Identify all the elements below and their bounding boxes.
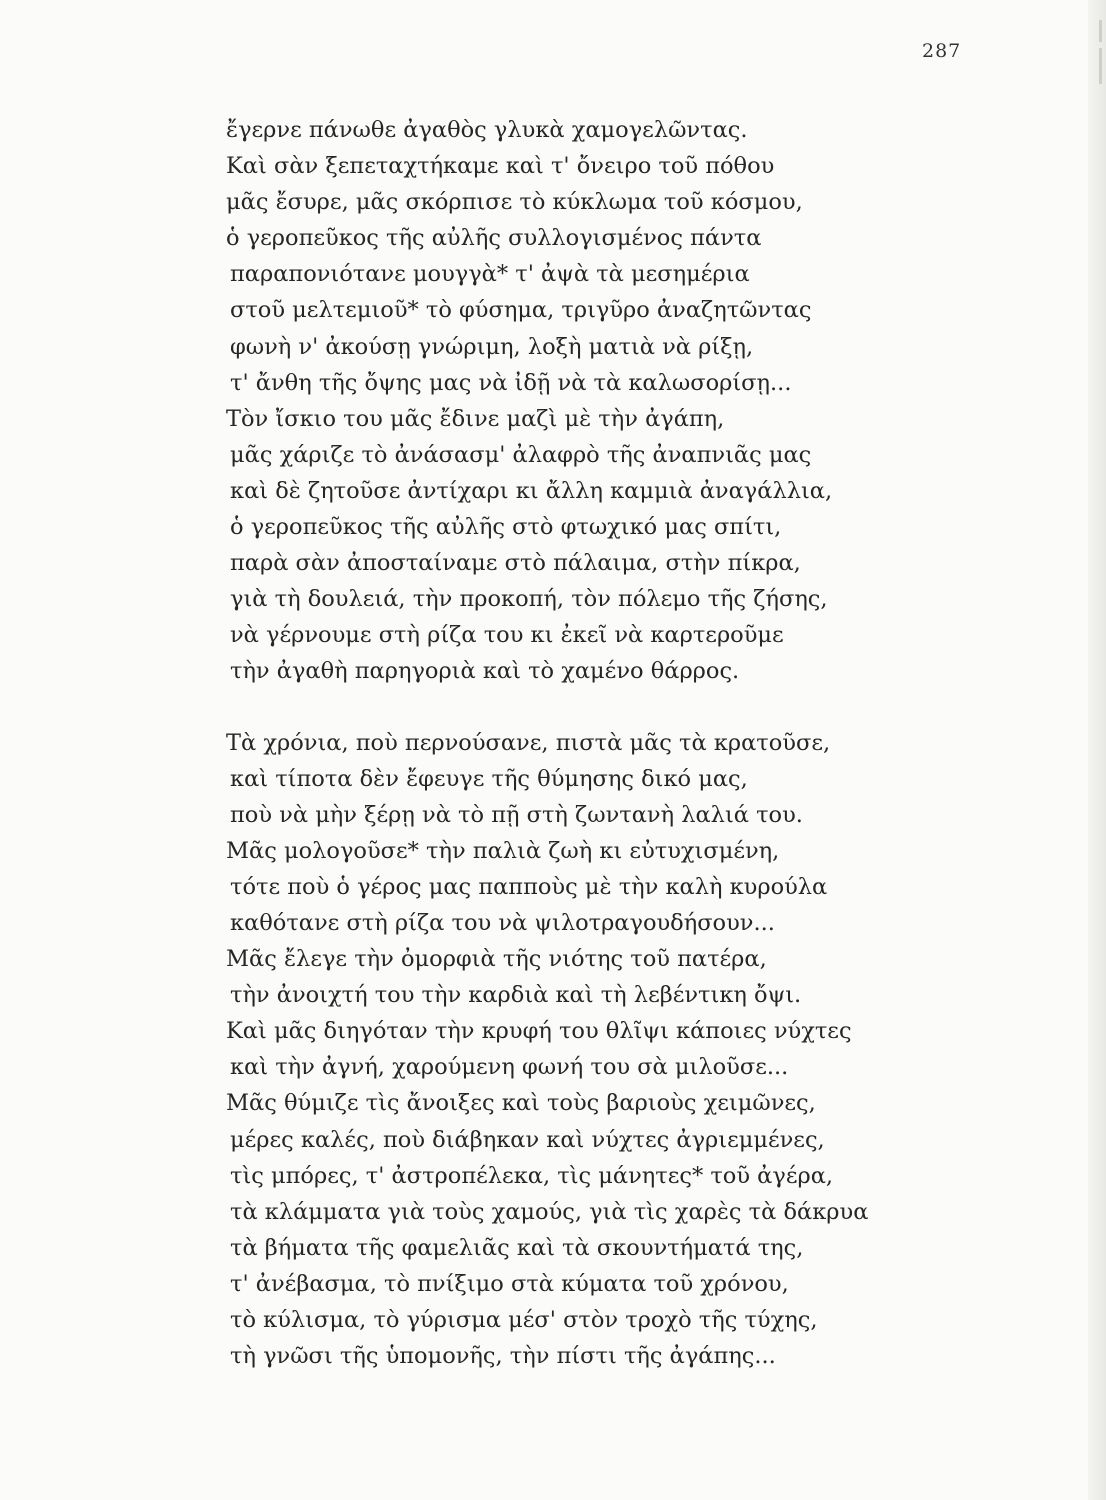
poem-line: τὰ κλάμματα γιὰ τοὺς χαμούς, γιὰ τὶς χαρὲς τὰ δάκρυα — [230, 1198, 869, 1225]
poem-text — [226, 112, 868, 1374]
poem-line: ποὺ νὰ μὴν ξέρῃ νὰ τὸ πῇ στὴ ζωντανὴ λαλιά του. — [230, 801, 803, 828]
poem-line: γιὰ τὴ δουλειά, τὴν προκοπή, τὸν πόλεμο τῆς ζήσης, — [230, 586, 828, 613]
poem-line: τὴν ἀνοιχτή του τὴν καρδιὰ καὶ τὴ λεβέντικη ὄψι. — [230, 982, 802, 1009]
poem-line: τ' ἄνθη τῆς ὄψης μας νὰ ἰδῇ νὰ τὰ καλωσορίσῃ... — [230, 369, 792, 396]
edge-mark — [1099, 48, 1102, 70]
poem-line: Τὸν ἴσκιο του μᾶς ἔδινε μαζὶ μὲ τὴν ἀγάπη, — [226, 405, 725, 432]
poem-line: μᾶς ἔσυρε, μᾶς σκόρπισε τὸ κύκλωμα τοῦ κόσμου, — [226, 189, 803, 216]
poem-line: στοῦ μελτεμιοῦ* τὸ φύσημα, τριγῦρο ἀναζητῶντας — [230, 297, 812, 324]
edge-mark — [1099, 70, 1102, 84]
poem-line: νὰ γέρνουμε στὴ ρίζα του κι ἐκεῖ νὰ καρτεροῦμε — [230, 622, 784, 649]
page-number: 287 — [922, 40, 962, 62]
poem-line: ἔγερνε πάνωθε ἀγαθὸς γλυκὰ χαμογελῶντας. — [226, 117, 748, 143]
poem-line: Τὰ χρόνια, ποὺ περνούσανε, πιστὰ μᾶς τὰ κρατοῦσε, — [226, 729, 831, 756]
page-edge — [1088, 0, 1106, 1500]
poem-line: Καὶ μᾶς διηγόταν τὴν κρυφή του θλῖψι κάποιες νύχτες — [226, 1018, 852, 1045]
poem-line: καὶ τὴν ἀγνή, χαρούμενη φωνή του σὰ μιλοῦσε... — [230, 1054, 789, 1081]
poem-line: παραπονιότανε μουγγὰ* τ' ἀψὰ τὰ μεσημέρια — [230, 261, 750, 288]
poem-line: τότε ποὺ ὁ γέρος μας παπποὺς μὲ τὴν καλὴ κυρούλα — [230, 873, 828, 900]
edge-mark — [1099, 20, 1102, 42]
poem-line: Μᾶς μολογοῦσε* τὴν παλιὰ ζωὴ κι εὐτυχισμένη, — [226, 837, 780, 864]
poem-line: τὰ βήματα τῆς φαμελιᾶς καὶ τὰ σκουντήματά της, — [230, 1234, 804, 1261]
poem-line: τὸ κύλισμα, τὸ γύρισμα μέσ' στὸν τροχὸ τῆς τύχης, — [230, 1307, 818, 1333]
poem-line: μέρες καλές, ποὺ διάβηκαν καὶ νύχτες ἀγριεμμένες, — [230, 1126, 825, 1153]
poem-line: καὶ δὲ ζητοῦσε ἀντίχαρι κι ἄλλη καμμιὰ ἀναγάλλια, — [230, 477, 833, 504]
poem-line: τὴ γνῶσι τῆς ὑπομονῆς, τὴν πίστι τῆς ἀγάπης... — [230, 1343, 776, 1370]
poem-line: Μᾶς θύμιζε τὶς ἄνοιξες καὶ τοὺς βαριοὺς χειμῶνες, — [226, 1090, 816, 1117]
poem-line: φωνὴ ν' ἀκούσῃ γνώριμη, λοξὴ ματιὰ νὰ ρίξῃ, — [230, 333, 754, 360]
poem-line: τ' ἀνέβασμα, τὸ πνίξιμο στὰ κύματα τοῦ χρόνου, — [230, 1270, 789, 1297]
poem-line: τὴν ἀγαθὴ παρηγοριὰ καὶ τὸ χαμένο θάρρος. — [230, 658, 740, 685]
poem-line: Καὶ σὰν ξεπεταχτήκαμε καὶ τ' ὄνειρο τοῦ πόθου — [226, 153, 775, 180]
stanza-break — [226, 690, 868, 725]
poem-line: καθότανε στὴ ρίζα του νὰ ψιλοτραγουδήσουν... — [230, 909, 775, 936]
poem-line: ὁ γεροπεῦκος τῆς αὐλῆς συλλογισμένος πάντα — [226, 225, 762, 252]
poem-line: μᾶς χάριζε τὸ ἀνάσασμ' ἀλαφρὸ τῆς ἀναπνιᾶς μας — [230, 441, 812, 468]
poem-line: τὶς μπόρες, τ' ἀστροπέλεκα, τὶς μάνητες* τοῦ ἀγέρα, — [230, 1162, 834, 1189]
poem-line: παρὰ σὰν ἀποσταίναμε στὸ πάλαιμα, στὴν πίκρα, — [230, 550, 801, 577]
poem-line: καὶ τίποτα δὲν ἔφευγε τῆς θύμησης δικό μας, — [230, 765, 748, 792]
poem-line: ὁ γεροπεῦκος τῆς αὐλῆς στὸ φτωχικό μας σπίτι, — [230, 514, 782, 541]
poem-line: Μᾶς ἔλεγε τὴν ὀμορφιὰ τῆς νιότης τοῦ πατέρα, — [226, 946, 767, 973]
